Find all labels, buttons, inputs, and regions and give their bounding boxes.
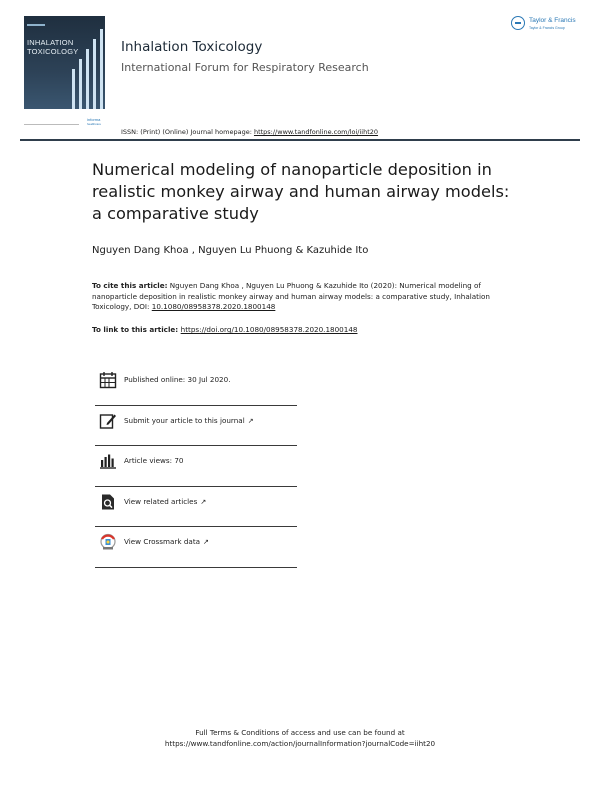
cover-caption-line (24, 124, 79, 125)
journal-title: Inhalation Toxicology (121, 39, 263, 55)
submit-article-row[interactable] (95, 406, 297, 447)
journal-cover-image (24, 16, 105, 109)
article-doi-url[interactable]: https://doi.org/10.1080/08958378.2020.1800148 (180, 325, 358, 334)
external-link-icon: ↗ (200, 497, 207, 506)
related-articles-row[interactable] (95, 487, 297, 528)
header-divider (20, 139, 580, 141)
article-info-list (95, 365, 297, 568)
external-link-icon: ↗ (247, 416, 254, 425)
submit-article-label[interactable]: Submit your article to this journal (124, 415, 245, 425)
bar-chart-icon (99, 452, 117, 470)
related-articles-icon (99, 493, 117, 511)
calendar-icon (99, 371, 117, 389)
article-views-row (95, 446, 297, 487)
edit-icon (99, 412, 117, 430)
informa-logo: informa healthcare (87, 117, 102, 126)
article-views-label: Article views: 70 (124, 456, 184, 465)
crossmark-icon (99, 533, 117, 551)
article-link-line: To link to this article: https://doi.org/10.1080/08958378.2020.1800148 (92, 325, 358, 334)
published-online-label: Published online: 30 Jul 2020. (124, 375, 231, 384)
tf-logo-icon (511, 16, 525, 30)
article-authors: Nguyen Dang Khoa , Nguyen Lu Phuong & Kazuhide Ito (92, 245, 369, 256)
related-articles-label[interactable]: View related articles (124, 496, 198, 506)
footer-journal-info-url[interactable]: https://www.tandfonline.com/action/journalInformation?journalCode=iiht20 (164, 739, 436, 748)
article-title: Numerical modeling of nanoparticle deposition in realistic monkey airway and human airway models: a comparative study (92, 160, 510, 223)
taylor-francis-logo: Taylor & Francis Taylor & Francis Group (511, 16, 581, 36)
doi-link[interactable]: 10.1080/08958378.2020.1800148 (151, 302, 276, 311)
cover-title: INHALATION TOXICOLOGY (27, 38, 79, 56)
external-link-icon: ↗ (203, 538, 209, 546)
terms-footer (0, 727, 600, 749)
issn-line: ISSN: (Print) (Online) Journal homepage: https://www.tandfonline.com/loi/iiht20 (121, 128, 379, 136)
crossmark-row[interactable] (95, 527, 297, 568)
footer-terms-text: Full Terms & Conditions of access and use can be found at (195, 728, 405, 737)
published-online-row (95, 365, 297, 406)
journal-subtitle: International Forum for Respiratory Research (121, 61, 369, 74)
journal-homepage-link[interactable]: https://www.tandfonline.com/loi/iiht20 (253, 128, 379, 136)
crossmark-label[interactable]: View Crossmark data (124, 537, 201, 546)
citation-block: To cite this article: Nguyen Dang Khoa , Nguyen Lu Phuong & Kazuhide Ito (2020): Numerical modeling of nanoparticle deposition in realistic monkey airway and human airway models: a comparative study, Inhalation Toxicology, DOI: 10.1080/08958378.2020.1800148 (92, 281, 490, 311)
